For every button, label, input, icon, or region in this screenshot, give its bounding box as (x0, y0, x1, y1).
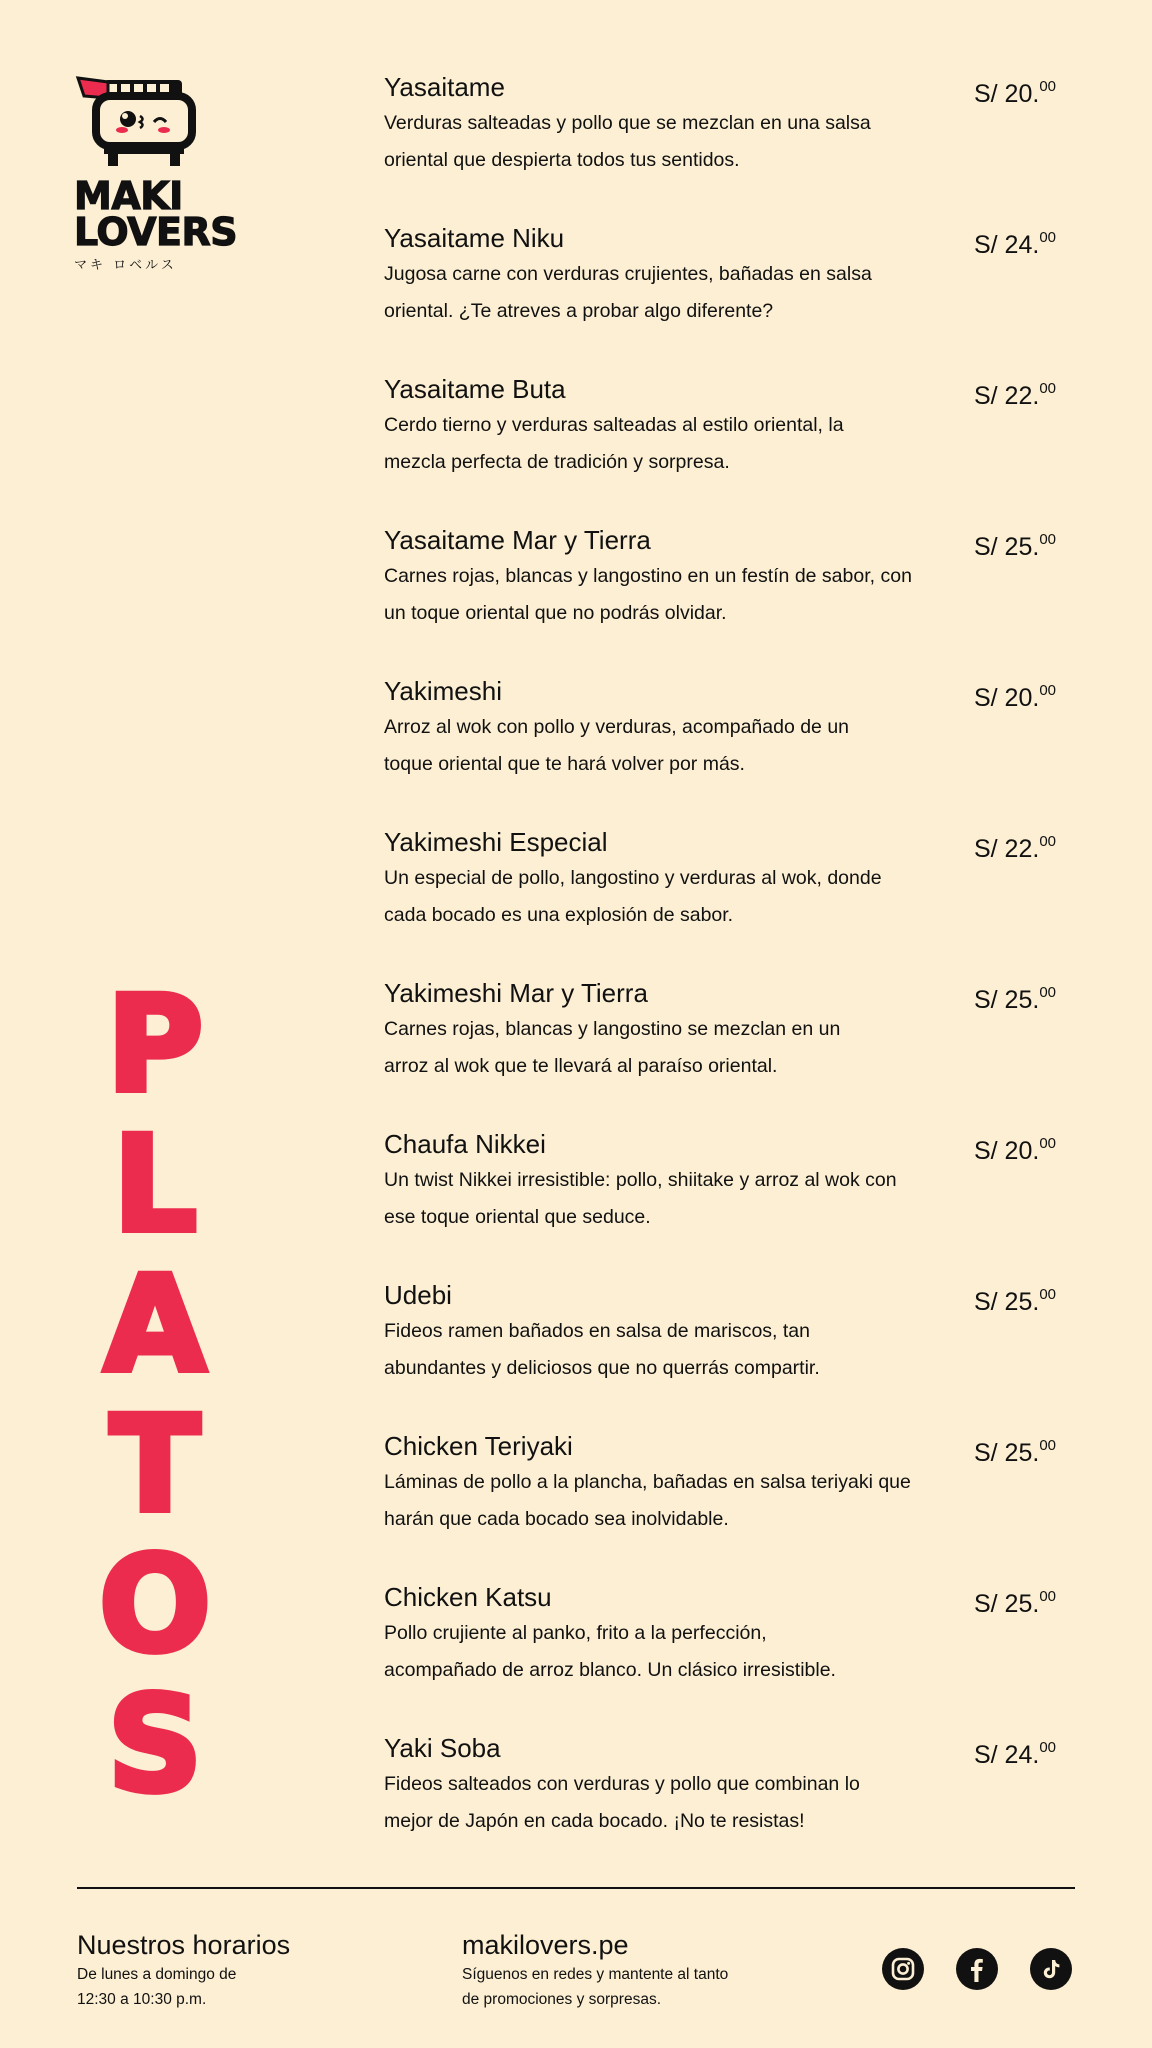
menu-item-description (384, 1766, 964, 1840)
price-main: S/ 25. (973, 1288, 1040, 1316)
menu-item-description-line: Jugosa carne con verduras crujientes, bañadas en salsa (384, 263, 872, 285)
menu-item-name: Chicken Teriyaki (384, 1431, 573, 1461)
menu-item-description (384, 709, 964, 783)
menu-item-description-line: cada bocado es una explosión de sabor. (384, 904, 734, 926)
price-cents: 00 (1039, 833, 1056, 850)
menu-item (384, 372, 1074, 523)
menu-item (384, 674, 1074, 825)
menu-item-description-line: oriental. ¿Te atreves a probar algo diferente? (384, 300, 774, 322)
menu-item-description-line: oriental que despierta todos tus sentidos. (384, 149, 740, 171)
menu-item-description (384, 860, 964, 934)
price-cents: 00 (1039, 1286, 1056, 1303)
menu-item-description-line: Carnes rojas, blancas y langostino en un festín de sabor, con (384, 565, 912, 587)
menu-item-description-line: harán que cada bocado sea inolvidable. (384, 1508, 729, 1530)
menu-item-description (384, 558, 964, 632)
hours-line: 12:30 a 10:30 p.m. (77, 1991, 207, 2008)
menu-item-description-line: Un especial de pollo, langostino y verduras al wok, donde (384, 867, 882, 889)
brand-name-line2: LOVERS (74, 210, 238, 254)
section-title-letter: T (109, 1388, 201, 1542)
menu-item-description-line: Un twist Nikkei irresistible: pollo, shiitake y arroz al wok con (384, 1169, 897, 1191)
price-main: S/ 22. (973, 835, 1040, 863)
menu-item (384, 1127, 1074, 1278)
footer-hours (77, 1928, 290, 2012)
section-title-letter: O (98, 1528, 212, 1682)
menu-item-price (974, 827, 1056, 864)
instagram-icon[interactable] (882, 1948, 924, 1990)
menu-item-description-line: Arroz al wok con pollo y verduras, acompañado de un (384, 716, 850, 738)
menu-item-name: Yasaitame (384, 72, 505, 102)
menu-item-price (974, 1733, 1056, 1770)
price-main: S/ 25. (973, 986, 1040, 1014)
menu-item (384, 1429, 1074, 1580)
price-main: S/ 22. (973, 382, 1040, 410)
price-cents: 00 (1039, 380, 1056, 397)
menu-item-price (974, 223, 1056, 260)
price-cents: 00 (1039, 78, 1056, 95)
social-text-line: de promociones y sorpresas. (462, 1991, 662, 2008)
hours-title: Nuestros horarios (77, 1930, 291, 1960)
menu-item-name: Yaki Soba (384, 1733, 501, 1763)
menu-item-description-line: ese toque oriental que seduce. (384, 1206, 651, 1228)
menu-item-description (384, 1615, 964, 1689)
menu-item-description-line: mejor de Japón en cada bocado. ¡No te resistas! (384, 1810, 805, 1832)
social-text-line: Síguenos en redes y mantente al tanto (462, 1966, 729, 1983)
menu-list (384, 70, 1074, 1882)
price-main: S/ 20. (973, 80, 1040, 108)
brand-name-line1: MAKI (74, 174, 183, 218)
brand-name (74, 174, 254, 254)
menu-item (384, 523, 1074, 674)
price-main: S/ 20. (973, 684, 1040, 712)
menu-item-name: Yakimeshi (384, 676, 503, 706)
menu-item-name: Yakimeshi Mar y Tierra (384, 978, 648, 1008)
social-links (882, 1948, 1072, 1990)
menu-item-description-line: acompañado de arroz blanco. Un clásico irresistible. (384, 1659, 836, 1681)
price-main: S/ 20. (973, 1137, 1040, 1165)
price-main: S/ 25. (973, 1590, 1040, 1618)
footer-website (462, 1928, 728, 2012)
brand-kana: マキ ロベルス (74, 258, 177, 273)
menu-item-name: Yasaitame Buta (384, 374, 566, 404)
price-cents: 00 (1039, 1135, 1056, 1152)
menu-item-description (384, 256, 964, 330)
menu-item (384, 976, 1074, 1127)
menu-item-name: Yasaitame Niku (384, 223, 565, 253)
menu-item-description (384, 1313, 964, 1387)
brand-logo (74, 72, 254, 273)
price-cents: 00 (1039, 229, 1056, 246)
menu-item-description-line: Láminas de pollo a la plancha, bañadas en salsa teriyaki que (384, 1471, 911, 1493)
footer-divider (77, 1887, 1075, 1889)
menu-item-description (384, 407, 964, 481)
menu-item-price (974, 374, 1056, 411)
section-title-letter: A (103, 1248, 207, 1402)
menu-item-description-line: Fideos salteados con verduras y pollo que combinan lo (384, 1773, 860, 1795)
price-cents: 00 (1039, 1588, 1056, 1605)
price-cents: 00 (1039, 682, 1056, 699)
menu-item-price (974, 1582, 1056, 1619)
menu-item (384, 221, 1074, 372)
section-title-letter: P (106, 968, 204, 1122)
menu-item-name: Chaufa Nikkei (384, 1129, 546, 1159)
menu-item-description-line: arroz al wok que te llevará al paraíso oriental. (384, 1055, 778, 1077)
menu-item-description-line: mezcla perfecta de tradición y sorpresa. (384, 451, 730, 473)
menu-item-name: Yakimeshi Especial (384, 827, 608, 857)
menu-item (384, 825, 1074, 976)
menu-item-description-line: Cerdo tierno y verduras salteadas al estilo oriental, la (384, 414, 844, 436)
website-link[interactable]: makilovers.pe (462, 1930, 629, 1960)
price-main: S/ 24. (973, 231, 1040, 259)
facebook-icon[interactable] (956, 1948, 998, 1990)
price-main: S/ 24. (973, 1741, 1040, 1769)
menu-item-description-line: Pollo crujiente al panko, frito a la perfección, (384, 1622, 767, 1644)
menu-item-description-line: Fideos ramen bañados en salsa de mariscos, tan (384, 1320, 810, 1342)
menu-item-price (974, 676, 1056, 713)
menu-item-name: Udebi (384, 1280, 452, 1310)
menu-item-description-line: un toque oriental que no podrás olvidar. (384, 602, 727, 624)
menu-item-price (974, 1431, 1056, 1468)
section-title-platos (95, 968, 215, 1822)
menu-item-description-line: abundantes y deliciosos que no querrás compartir. (384, 1357, 820, 1379)
menu-item-price (974, 1280, 1056, 1317)
tiktok-icon[interactable] (1030, 1948, 1072, 1990)
menu-item (384, 1580, 1074, 1731)
menu-item-name: Chicken Katsu (384, 1582, 552, 1612)
menu-item-description-line: toque oriental que te hará volver por más. (384, 753, 745, 775)
menu-item-price (974, 1129, 1056, 1166)
menu-item-description (384, 1464, 964, 1538)
menu-item-description (384, 105, 964, 179)
section-title-letter: L (112, 1108, 198, 1262)
menu-item (384, 1278, 1074, 1429)
menu-item-price (974, 72, 1056, 109)
price-main: S/ 25. (973, 533, 1040, 561)
price-cents: 00 (1039, 984, 1056, 1001)
hours-line: De lunes a domingo de (77, 1966, 237, 1983)
menu-item (384, 70, 1074, 221)
menu-item-description (384, 1011, 964, 1085)
price-cents: 00 (1039, 531, 1056, 548)
section-title-letter: S (107, 1668, 203, 1822)
price-cents: 00 (1039, 1739, 1056, 1756)
price-cents: 00 (1039, 1437, 1056, 1454)
menu-item-price (974, 978, 1056, 1015)
menu-item-description (384, 1162, 964, 1236)
menu-item (384, 1731, 1074, 1882)
maki-mascot-icon (74, 72, 204, 168)
menu-item-price (974, 525, 1056, 562)
menu-item-description-line: Verduras salteadas y pollo que se mezclan en una salsa (384, 112, 871, 134)
menu-item-description-line: Carnes rojas, blancas y langostino se mezclan en un (384, 1018, 841, 1040)
menu-item-name: Yasaitame Mar y Tierra (384, 525, 651, 555)
price-main: S/ 25. (973, 1439, 1040, 1467)
